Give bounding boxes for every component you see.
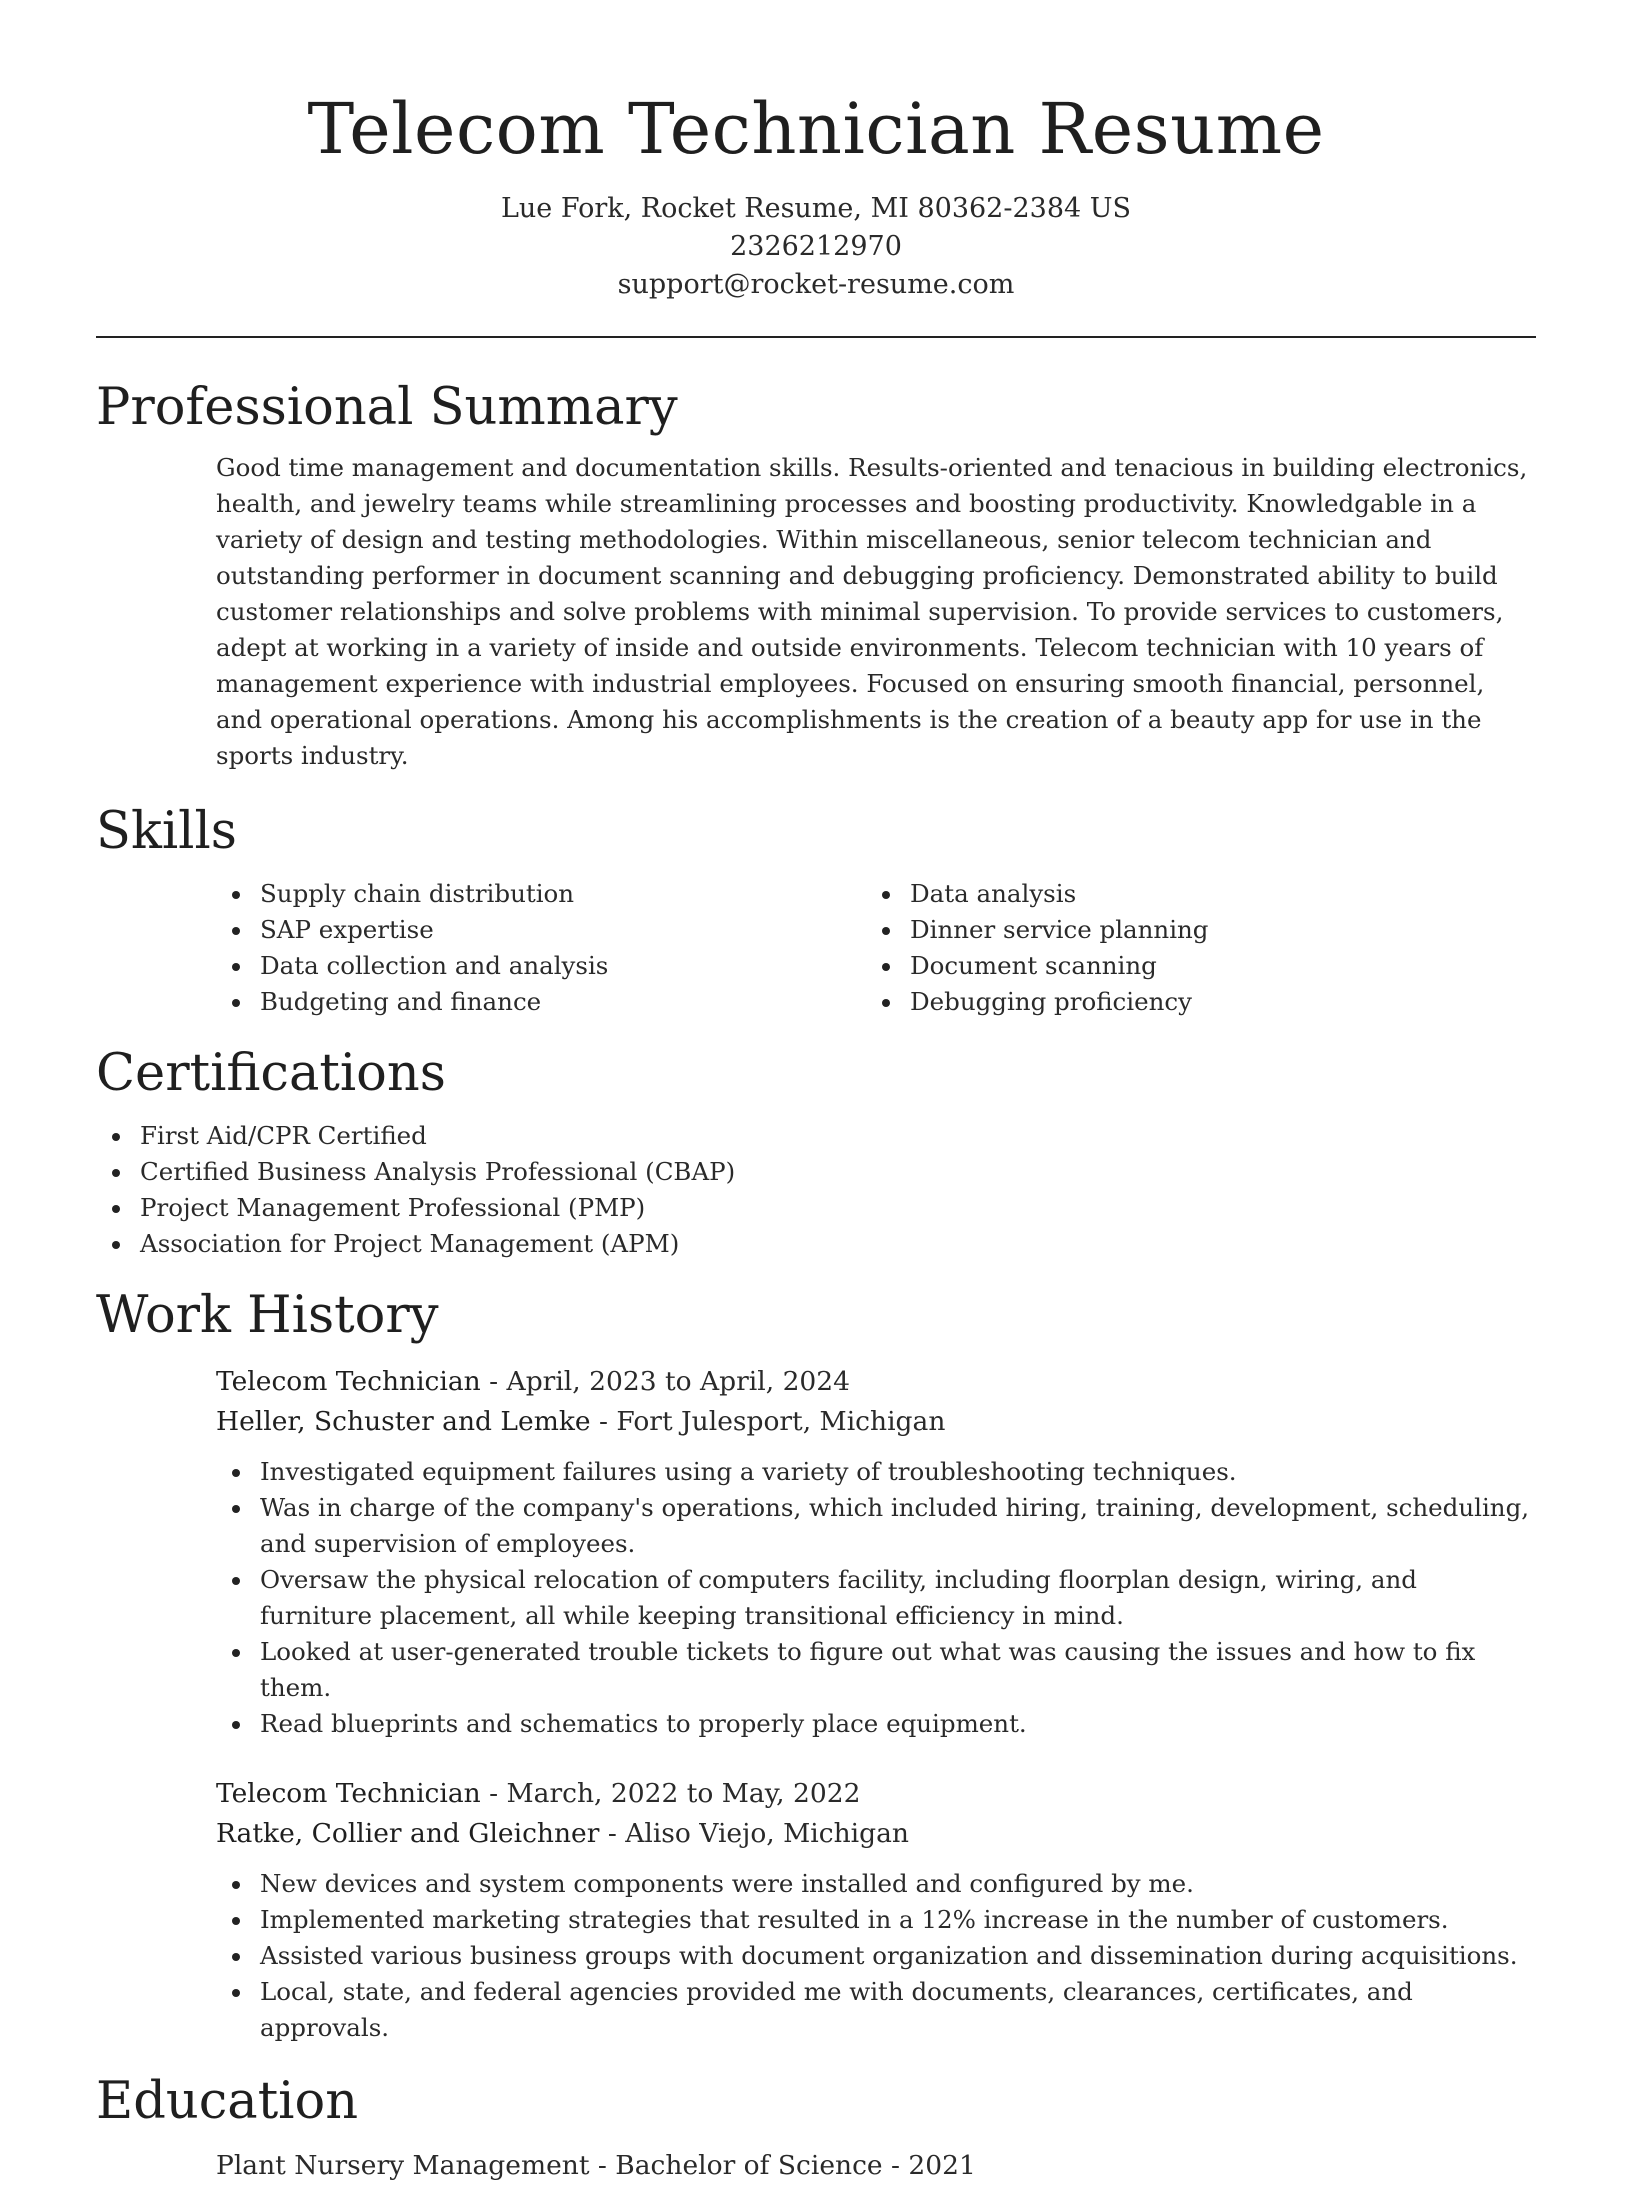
job-duty: Read blueprints and schematics to properly place equipment.	[216, 1706, 1536, 1742]
job-duty: Was in charge of the company's operations, which included hiring, training, development, scheduling, and supervision of employees.	[216, 1490, 1536, 1562]
skills-column-left	[216, 876, 866, 1020]
certification-item: First Aid/CPR Certified	[96, 1118, 1536, 1154]
resume-page	[96, 0, 1536, 2186]
job-duties-list	[216, 1454, 1536, 1742]
skill-item: Data collection and analysis	[216, 948, 866, 984]
resume-title: Telecom Technician Resume	[307, 88, 1325, 170]
contact-phone: 2326212970	[730, 231, 902, 262]
certification-item: Association for Project Management (APM)	[96, 1226, 1536, 1262]
job-company: Heller, Schuster and Lemke	[216, 1406, 591, 1437]
job-title: Telecom Technician	[216, 1366, 481, 1397]
summary-heading: Professional Summary	[96, 378, 678, 437]
contact-address: Lue Fork, Rocket Resume, MI 80362-2384 US	[500, 193, 1132, 224]
job-location: - Aliso Viejo, Michigan	[599, 1818, 909, 1849]
job-duties-list	[216, 1866, 1536, 2046]
summary-text: Good time management and documentation skills. Results-oriented and tenacious in building electronics, health, and jewelry teams while streamlining processes and boosting productivity. Knowledgable in a variety of design and testing methodologies. Within miscellaneous, senior telecom technician and outstanding performer in document scanning and debugging proficiency. Demonstrated ability to build customer relationships and solve problems with minimal supervision. To provide services to customers, adept at working in a variety of inside and outside environments. Telecom technician with 10 years of management experience with industrial employees. Focused on ensuring smooth financial, personnel, and operational operations. Among his accomplishments is the creation of a beauty app for use in the sports industry.	[216, 453, 1528, 770]
contact-block	[96, 190, 1536, 304]
job-duty: Looked at user-generated trouble tickets to figure out what was causing the issues and how to fix them.	[216, 1634, 1536, 1706]
certification-item: Project Management Professional (PMP)	[96, 1190, 1536, 1226]
job-dates: - March, 2022 to May, 2022	[480, 1778, 861, 1809]
certifications-heading: Certifications	[96, 1044, 446, 1103]
job-title: Telecom Technician	[216, 1778, 481, 1809]
job-duty: Implemented marketing strategies that resulted in a 12% increase in the number of customers.	[216, 1902, 1536, 1938]
skill-item: Budgeting and finance	[216, 984, 866, 1020]
certifications-list	[96, 1118, 1536, 1262]
job-dates: - April, 2023 to April, 2024	[480, 1366, 851, 1397]
job-company-line	[216, 1402, 1536, 1442]
skill-item: Document scanning	[866, 948, 1516, 984]
skills-heading: Skills	[96, 802, 237, 861]
skills-list	[216, 876, 1536, 1020]
job-entry	[216, 1362, 1536, 1742]
job-title-line	[216, 1774, 1536, 1814]
job-duty: Assisted various business groups with document organization and dissemination during acquisitions.	[216, 1938, 1536, 1974]
job-duty: Oversaw the physical relocation of computers facility, including floorplan design, wiring, and furniture placement, all while keeping transitional efficiency in mind.	[216, 1562, 1536, 1634]
skill-item: Supply chain distribution	[216, 876, 866, 912]
job-duty: Investigated equipment failures using a variety of troubleshooting techniques.	[216, 1454, 1536, 1490]
job-entry	[216, 1774, 1536, 2046]
skill-item: Data analysis	[866, 876, 1516, 912]
job-location: - Fort Julesport, Michigan	[590, 1406, 946, 1437]
job-title-line	[216, 1362, 1536, 1402]
job-duty: Local, state, and federal agencies provided me with documents, clearances, certificates, and approvals.	[216, 1974, 1536, 2046]
work-history-heading: Work History	[96, 1286, 439, 1345]
contact-email: support@rocket-resume.com	[617, 269, 1015, 300]
skill-item: Debugging proficiency	[866, 984, 1516, 1020]
certification-item: Certified Business Analysis Professional (CBAP)	[96, 1154, 1536, 1190]
education-entry: Plant Nursery Management - Bachelor of Science - 2021	[216, 2150, 976, 2181]
skill-item: Dinner service planning	[866, 912, 1516, 948]
job-company-line	[216, 1814, 1536, 1854]
education-heading: Education	[96, 2072, 359, 2131]
job-company: Ratke, Collier and Gleichner	[216, 1818, 600, 1849]
job-duty: New devices and system components were installed and configured by me.	[216, 1866, 1536, 1902]
skill-item: SAP expertise	[216, 912, 866, 948]
skills-column-right	[866, 876, 1516, 1020]
header-divider	[96, 336, 1536, 338]
